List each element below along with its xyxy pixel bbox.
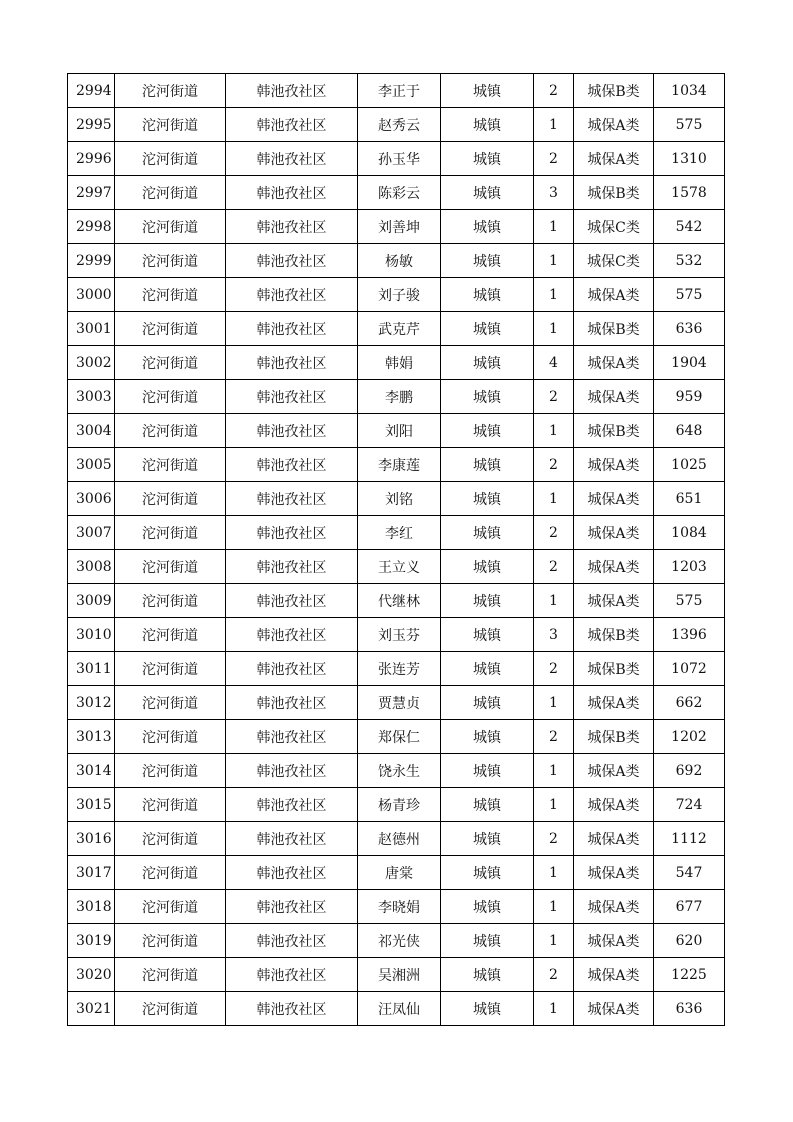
row-id-cell: 2998	[68, 210, 115, 244]
street-cell: 沱河街道	[115, 584, 226, 618]
name-cell: 赵秀云	[358, 108, 441, 142]
community-cell: 韩池孜社区	[226, 584, 358, 618]
amount-cell: 724	[654, 788, 725, 822]
name-cell: 李晓娟	[358, 890, 441, 924]
name-cell: 刘阳	[358, 414, 441, 448]
community-cell: 韩池孜社区	[226, 244, 358, 278]
assistance-category-cell: 城保B类	[574, 618, 654, 652]
name-cell: 李正于	[358, 74, 441, 108]
street-cell: 沱河街道	[115, 108, 226, 142]
name-cell: 孙玉华	[358, 142, 441, 176]
community-cell: 韩池孜社区	[226, 176, 358, 210]
row-id-cell: 3019	[68, 924, 115, 958]
area-type-cell: 城镇	[441, 244, 534, 278]
community-cell: 韩池孜社区	[226, 856, 358, 890]
assistance-category-cell: 城保A类	[574, 448, 654, 482]
name-cell: 代继林	[358, 584, 441, 618]
area-type-cell: 城镇	[441, 618, 534, 652]
assistance-category-cell: 城保A类	[574, 822, 654, 856]
name-cell: 祁光侠	[358, 924, 441, 958]
household-count-cell: 3	[534, 176, 574, 210]
street-cell: 沱河街道	[115, 244, 226, 278]
area-type-cell: 城镇	[441, 278, 534, 312]
table-row	[68, 108, 725, 142]
table-row	[68, 958, 725, 992]
amount-cell: 1034	[654, 74, 725, 108]
row-id-cell: 3015	[68, 788, 115, 822]
row-id-cell: 3004	[68, 414, 115, 448]
table-row	[68, 822, 725, 856]
amount-cell: 575	[654, 108, 725, 142]
amount-cell: 542	[654, 210, 725, 244]
row-id-cell: 3014	[68, 754, 115, 788]
community-cell: 韩池孜社区	[226, 822, 358, 856]
assistance-category-cell: 城保B类	[574, 720, 654, 754]
assistance-category-cell: 城保B类	[574, 176, 654, 210]
community-cell: 韩池孜社区	[226, 74, 358, 108]
area-type-cell: 城镇	[441, 822, 534, 856]
household-count-cell: 1	[534, 108, 574, 142]
row-id-cell: 3020	[68, 958, 115, 992]
name-cell: 吴湘洲	[358, 958, 441, 992]
name-cell: 杨敏	[358, 244, 441, 278]
community-cell: 韩池孜社区	[226, 890, 358, 924]
street-cell: 沱河街道	[115, 74, 226, 108]
community-cell: 韩池孜社区	[226, 992, 358, 1026]
name-cell: 郑保仁	[358, 720, 441, 754]
row-id-cell: 3011	[68, 652, 115, 686]
household-count-cell: 1	[534, 584, 574, 618]
assistance-category-cell: 城保A类	[574, 584, 654, 618]
area-type-cell: 城镇	[441, 686, 534, 720]
area-type-cell: 城镇	[441, 176, 534, 210]
amount-cell: 1225	[654, 958, 725, 992]
table-row	[68, 686, 725, 720]
street-cell: 沱河街道	[115, 210, 226, 244]
household-count-cell: 2	[534, 516, 574, 550]
area-type-cell: 城镇	[441, 720, 534, 754]
assistance-category-cell: 城保A类	[574, 142, 654, 176]
street-cell: 沱河街道	[115, 856, 226, 890]
household-count-cell: 1	[534, 924, 574, 958]
name-cell: 陈彩云	[358, 176, 441, 210]
household-count-cell: 1	[534, 788, 574, 822]
street-cell: 沱河街道	[115, 754, 226, 788]
table-row	[68, 176, 725, 210]
amount-cell: 1578	[654, 176, 725, 210]
name-cell: 刘善坤	[358, 210, 441, 244]
household-count-cell: 1	[534, 278, 574, 312]
amount-cell: 575	[654, 278, 725, 312]
community-cell: 韩池孜社区	[226, 210, 358, 244]
area-type-cell: 城镇	[441, 448, 534, 482]
amount-cell: 677	[654, 890, 725, 924]
amount-cell: 636	[654, 992, 725, 1026]
row-id-cell: 3005	[68, 448, 115, 482]
amount-cell: 1310	[654, 142, 725, 176]
table-row	[68, 142, 725, 176]
name-cell: 贾慧贞	[358, 686, 441, 720]
community-cell: 韩池孜社区	[226, 652, 358, 686]
name-cell: 刘子骏	[358, 278, 441, 312]
row-id-cell: 2999	[68, 244, 115, 278]
community-cell: 韩池孜社区	[226, 958, 358, 992]
street-cell: 沱河街道	[115, 176, 226, 210]
household-count-cell: 1	[534, 890, 574, 924]
area-type-cell: 城镇	[441, 890, 534, 924]
row-id-cell: 3017	[68, 856, 115, 890]
table-row	[68, 856, 725, 890]
street-cell: 沱河街道	[115, 958, 226, 992]
street-cell: 沱河街道	[115, 414, 226, 448]
street-cell: 沱河街道	[115, 380, 226, 414]
household-count-cell: 1	[534, 210, 574, 244]
household-count-cell: 2	[534, 74, 574, 108]
amount-cell: 1396	[654, 618, 725, 652]
household-count-cell: 2	[534, 448, 574, 482]
assistance-category-cell: 城保A类	[574, 346, 654, 380]
assistance-category-cell: 城保C类	[574, 210, 654, 244]
household-count-cell: 2	[534, 142, 574, 176]
area-type-cell: 城镇	[441, 74, 534, 108]
table-row	[68, 74, 725, 108]
amount-cell: 959	[654, 380, 725, 414]
street-cell: 沱河街道	[115, 312, 226, 346]
amount-cell: 1084	[654, 516, 725, 550]
community-cell: 韩池孜社区	[226, 482, 358, 516]
amount-cell: 1203	[654, 550, 725, 584]
assistance-category-cell: 城保A类	[574, 550, 654, 584]
name-cell: 李康莲	[358, 448, 441, 482]
household-count-cell: 4	[534, 346, 574, 380]
street-cell: 沱河街道	[115, 720, 226, 754]
name-cell: 李鹏	[358, 380, 441, 414]
household-count-cell: 1	[534, 244, 574, 278]
assistance-category-cell: 城保C类	[574, 244, 654, 278]
assistance-category-cell: 城保B类	[574, 652, 654, 686]
row-id-cell: 3003	[68, 380, 115, 414]
street-cell: 沱河街道	[115, 822, 226, 856]
assistance-category-cell: 城保A类	[574, 890, 654, 924]
street-cell: 沱河街道	[115, 550, 226, 584]
area-type-cell: 城镇	[441, 958, 534, 992]
table-row	[68, 448, 725, 482]
street-cell: 沱河街道	[115, 992, 226, 1026]
row-id-cell: 3009	[68, 584, 115, 618]
area-type-cell: 城镇	[441, 346, 534, 380]
community-cell: 韩池孜社区	[226, 346, 358, 380]
area-type-cell: 城镇	[441, 788, 534, 822]
community-cell: 韩池孜社区	[226, 788, 358, 822]
name-cell: 武克芹	[358, 312, 441, 346]
row-id-cell: 2996	[68, 142, 115, 176]
household-count-cell: 2	[534, 380, 574, 414]
assistance-category-cell: 城保A类	[574, 482, 654, 516]
community-cell: 韩池孜社区	[226, 924, 358, 958]
row-id-cell: 2994	[68, 74, 115, 108]
street-cell: 沱河街道	[115, 142, 226, 176]
street-cell: 沱河街道	[115, 448, 226, 482]
household-count-cell: 1	[534, 686, 574, 720]
amount-cell: 575	[654, 584, 725, 618]
street-cell: 沱河街道	[115, 924, 226, 958]
household-count-cell: 1	[534, 482, 574, 516]
area-type-cell: 城镇	[441, 142, 534, 176]
community-cell: 韩池孜社区	[226, 448, 358, 482]
assistance-category-cell: 城保A类	[574, 788, 654, 822]
row-id-cell: 3010	[68, 618, 115, 652]
community-cell: 韩池孜社区	[226, 108, 358, 142]
table-row	[68, 516, 725, 550]
row-id-cell: 2997	[68, 176, 115, 210]
area-type-cell: 城镇	[441, 550, 534, 584]
table-row	[68, 618, 725, 652]
row-id-cell: 3013	[68, 720, 115, 754]
table-row	[68, 244, 725, 278]
household-count-cell: 2	[534, 652, 574, 686]
table-body	[68, 74, 725, 1026]
household-count-cell: 1	[534, 754, 574, 788]
assistance-category-cell: 城保A类	[574, 278, 654, 312]
area-type-cell: 城镇	[441, 516, 534, 550]
table-row	[68, 754, 725, 788]
area-type-cell: 城镇	[441, 856, 534, 890]
assistance-category-cell: 城保A类	[574, 686, 654, 720]
row-id-cell: 3016	[68, 822, 115, 856]
household-count-cell: 2	[534, 822, 574, 856]
area-type-cell: 城镇	[441, 924, 534, 958]
name-cell: 饶永生	[358, 754, 441, 788]
street-cell: 沱河街道	[115, 618, 226, 652]
community-cell: 韩池孜社区	[226, 142, 358, 176]
street-cell: 沱河街道	[115, 278, 226, 312]
assistance-category-cell: 城保A类	[574, 856, 654, 890]
street-cell: 沱河街道	[115, 890, 226, 924]
row-id-cell: 3007	[68, 516, 115, 550]
amount-cell: 1904	[654, 346, 725, 380]
street-cell: 沱河街道	[115, 516, 226, 550]
assistance-category-cell: 城保B类	[574, 74, 654, 108]
amount-cell: 651	[654, 482, 725, 516]
area-type-cell: 城镇	[441, 584, 534, 618]
row-id-cell: 3012	[68, 686, 115, 720]
household-count-cell: 2	[534, 720, 574, 754]
household-count-cell: 1	[534, 312, 574, 346]
area-type-cell: 城镇	[441, 754, 534, 788]
assistance-category-cell: 城保A类	[574, 516, 654, 550]
community-cell: 韩池孜社区	[226, 380, 358, 414]
table-row	[68, 210, 725, 244]
area-type-cell: 城镇	[441, 380, 534, 414]
community-cell: 韩池孜社区	[226, 278, 358, 312]
name-cell: 李红	[358, 516, 441, 550]
name-cell: 赵德州	[358, 822, 441, 856]
community-cell: 韩池孜社区	[226, 414, 358, 448]
amount-cell: 662	[654, 686, 725, 720]
table-row	[68, 550, 725, 584]
name-cell: 刘铭	[358, 482, 441, 516]
table-row	[68, 312, 725, 346]
assistance-category-cell: 城保B类	[574, 414, 654, 448]
row-id-cell: 3021	[68, 992, 115, 1026]
amount-cell: 1025	[654, 448, 725, 482]
street-cell: 沱河街道	[115, 346, 226, 380]
amount-cell: 1072	[654, 652, 725, 686]
table-row	[68, 414, 725, 448]
table-row	[68, 992, 725, 1026]
amount-cell: 648	[654, 414, 725, 448]
name-cell: 汪凤仙	[358, 992, 441, 1026]
table-row	[68, 720, 725, 754]
assistance-category-cell: 城保A类	[574, 380, 654, 414]
household-count-cell: 1	[534, 414, 574, 448]
area-type-cell: 城镇	[441, 482, 534, 516]
household-count-cell: 1	[534, 992, 574, 1026]
name-cell: 杨青珍	[358, 788, 441, 822]
household-count-cell: 2	[534, 550, 574, 584]
table-row	[68, 278, 725, 312]
street-cell: 沱河街道	[115, 482, 226, 516]
name-cell: 韩娟	[358, 346, 441, 380]
community-cell: 韩池孜社区	[226, 550, 358, 584]
assistance-category-cell: 城保A类	[574, 108, 654, 142]
community-cell: 韩池孜社区	[226, 516, 358, 550]
area-type-cell: 城镇	[441, 312, 534, 346]
assistance-category-cell: 城保A类	[574, 958, 654, 992]
row-id-cell: 3000	[68, 278, 115, 312]
household-count-cell: 3	[534, 618, 574, 652]
street-cell: 沱河街道	[115, 652, 226, 686]
row-id-cell: 3006	[68, 482, 115, 516]
area-type-cell: 城镇	[441, 108, 534, 142]
name-cell: 唐棠	[358, 856, 441, 890]
name-cell: 刘玉芬	[358, 618, 441, 652]
area-type-cell: 城镇	[441, 210, 534, 244]
table-row	[68, 346, 725, 380]
amount-cell: 620	[654, 924, 725, 958]
table-row	[68, 482, 725, 516]
community-cell: 韩池孜社区	[226, 312, 358, 346]
area-type-cell: 城镇	[441, 652, 534, 686]
table-row	[68, 924, 725, 958]
table-row	[68, 380, 725, 414]
row-id-cell: 3002	[68, 346, 115, 380]
amount-cell: 547	[654, 856, 725, 890]
area-type-cell: 城镇	[441, 992, 534, 1026]
row-id-cell: 3008	[68, 550, 115, 584]
row-id-cell: 2995	[68, 108, 115, 142]
row-id-cell: 3018	[68, 890, 115, 924]
area-type-cell: 城镇	[441, 414, 534, 448]
community-cell: 韩池孜社区	[226, 686, 358, 720]
name-cell: 王立义	[358, 550, 441, 584]
street-cell: 沱河街道	[115, 686, 226, 720]
household-count-cell: 2	[534, 958, 574, 992]
amount-cell: 692	[654, 754, 725, 788]
amount-cell: 1112	[654, 822, 725, 856]
street-cell: 沱河街道	[115, 788, 226, 822]
community-cell: 韩池孜社区	[226, 618, 358, 652]
table-row	[68, 788, 725, 822]
row-id-cell: 3001	[68, 312, 115, 346]
record-table	[67, 73, 725, 1026]
table-row	[68, 584, 725, 618]
amount-cell: 636	[654, 312, 725, 346]
assistance-category-cell: 城保A类	[574, 754, 654, 788]
household-count-cell: 1	[534, 856, 574, 890]
amount-cell: 532	[654, 244, 725, 278]
amount-cell: 1202	[654, 720, 725, 754]
table-row	[68, 652, 725, 686]
assistance-category-cell: 城保B类	[574, 312, 654, 346]
assistance-category-cell: 城保A类	[574, 992, 654, 1026]
table-row	[68, 890, 725, 924]
community-cell: 韩池孜社区	[226, 754, 358, 788]
community-cell: 韩池孜社区	[226, 720, 358, 754]
assistance-category-cell: 城保A类	[574, 924, 654, 958]
name-cell: 张连芳	[358, 652, 441, 686]
